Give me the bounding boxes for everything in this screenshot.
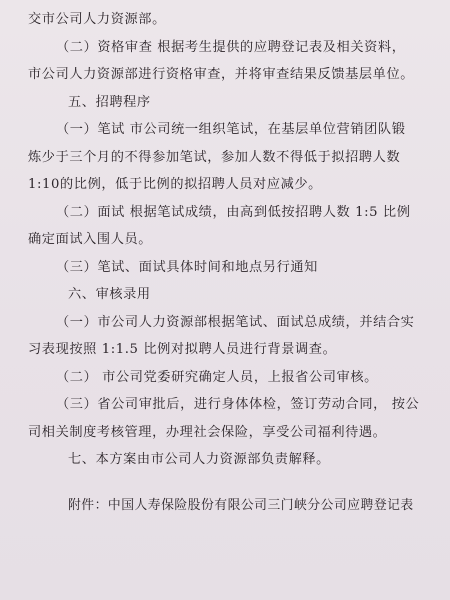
text-line: 交市公司人力资源部。 [28, 12, 166, 27]
text-line: （二） 市公司党委研究确定人员，上报省公司审核。 [56, 369, 378, 385]
text-line: 确定面试入围人员。 [28, 232, 153, 247]
section-heading: 七、本方案由市公司人力资源部负责解释。 [68, 452, 330, 467]
section-heading: 六、审核录用 [68, 287, 151, 302]
section-heading: 五、招聘程序 [68, 94, 151, 110]
text-line: （一）市公司人力资源部根据笔试、面试总成绩，并结合实 [56, 314, 415, 330]
text-line: （三）笔试、面试具体时间和地点另行通知 [56, 259, 318, 275]
text-line: 炼少于三个月的不得参加笔试，参加人数不得低于拟招聘人数 [28, 149, 401, 165]
text-line: 1:10的比例，低于比例的拟招聘人员对应减少。 [28, 177, 322, 192]
spacer [28, 474, 424, 492]
text-line: （三）省公司审批后，进行身体体检，签订劳动合同， 按公 [56, 397, 420, 412]
text-line: （二）面试 根据笔试成绩，由高到低按招聘人数 1:5 比例 [56, 204, 411, 220]
text-line: 习表现按照 1:1.5 比例对拟聘人员进行背景调查。 [28, 342, 337, 357]
text-line: 市公司人力资源部进行资格审查，并将审查结果反馈基层单位。 [28, 67, 415, 82]
text-line: 司相关制度考核管理，办理社会保险，享受公司福利待遇。 [28, 424, 387, 440]
text-line: （一）笔试 市公司统一组织笔试，在基层单位营销团队锻 [56, 122, 406, 137]
text-line: （二）资格审查 根据考生提供的应聘登记表及相关资料， [56, 39, 406, 55]
attachment-line: 附件：中国人寿保险股份有限公司三门峡分公司应聘登记表 [68, 497, 414, 513]
